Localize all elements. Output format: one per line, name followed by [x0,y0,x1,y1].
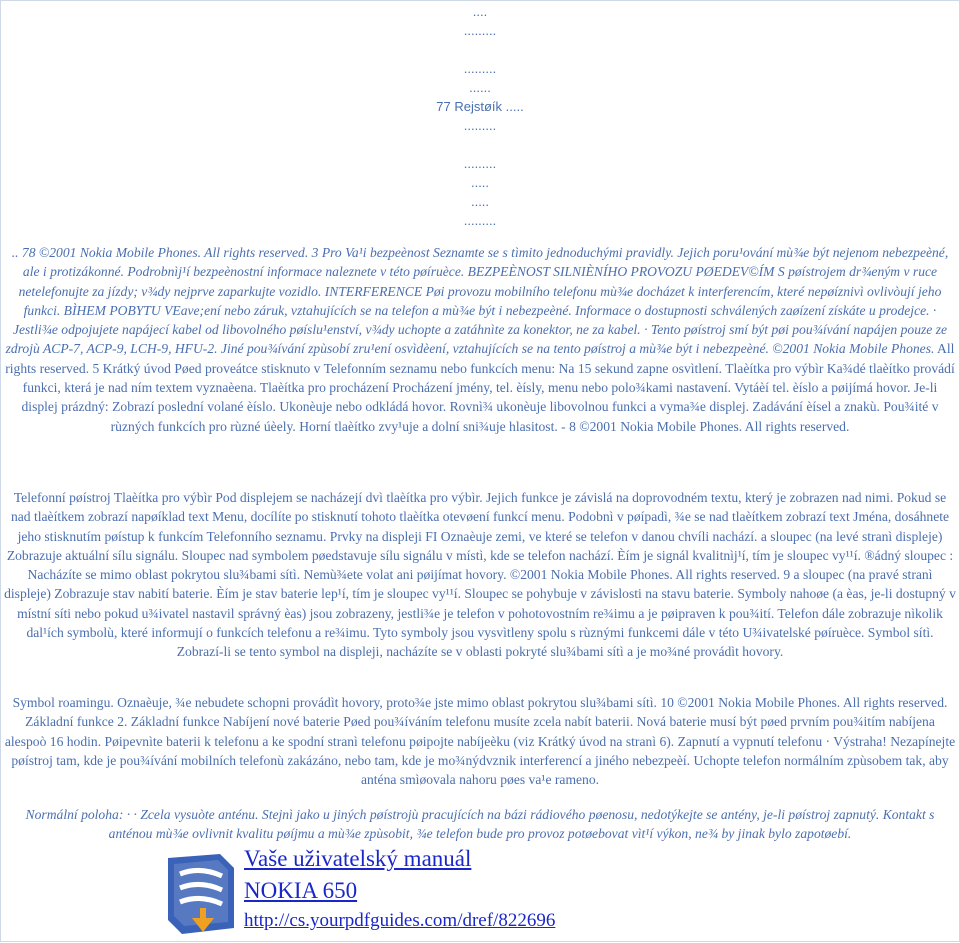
body-paragraph [4,488,956,662]
body-paragraph [4,693,956,789]
toc-line: ......... [463,156,497,171]
toc-line: ......... [463,118,497,133]
manual-url-link[interactable]: http://cs.yourpdfguides.com/dref/822696 [244,910,556,931]
body-paragraph [4,243,956,436]
paragraph-text: Normální poloha: · · Zcela vysuòte anténu. Stejnì jako u jiných pøístrojù pracujících na bázi rádiového pøenosu, nedotýkejte se antény, je-li pøístroj zapnutý. Kontakt s anténou mù¾e ovlivnit kvalitu pøíjmu a mù¾e zpùsobit, ¾e telefon bude pro provoz potøebovat vìt¹í výkon, ne¾ by jinak bylo zapotøebí. [25,807,935,842]
toc-line: 77 Rejstøík ..... [436,99,524,114]
body-paragraph [4,805,956,844]
paragraph-text: Telefonní pøístroj Tlaèítka pro výbìr Pod displejem se nacházejí dvì tlaèítka pro výbìr. Jejich funkce je závislá na doprovodném textu, který je zobrazen nad nimi. Pokud se nad tlaèítkem zobrazí napøíklad text Menu, docílíte po stisknutí tohoto tlaèítka otevøení funkcí menu. Podobnì v pøípadì, ¾e se nad tlaèítkem zobrazí text Jména, dosáhnete jeho stisknutím pøístup k funkcím Telefonního seznamu. Prvky na displeji FI Oznaèuje zemi, ve které se telefon v danou chvíli nachází. a sloupec (na levé stranì displeje) Zobrazuje aktuální sílu signálu. Sloupec nad symbolem pøedstavuje sílu signálu v místì, kde se telefon nachází. Èím je signál kvalitnìj¹í, tím je sloupec vy¹¹í. ®ádný sloupec : Nacházíte se mimo oblast pokrytou slu¾bami sítì. Nemù¾ete volat ani pøijímat hovory. ©2001 Nokia Mobile Phones. All rights reserved. 9 a sloupec (na pravé stranì displeje) Zobrazuje stav nabití baterie. Èím je stav baterie lep¹í, tím je sloupec vy¹¹í. Sloupec se pohybuje v závislosti na stavu baterie. Symboly nahoøe (a èas, je-li dostupný v místní síti nebo pokud u¾ivatel nastavil správný èas) jsou zobrazeny, jestli¾e je telefon v pohotovostním re¾imu a je pøipraven k pou¾ití. Telefon dále zobrazuje nìkolik dal¹ích symbolù, které informují o funkcích telefonu a re¾imu. Tyto symboly jsou vysvìtleny spolu s rùznými funkcemi dále v této U¾ivatelské pøíruèce. Symbol sítì. Zobrazí-li se tento symbol na displeji, nacházíte se v oblasti pokryté slu¾bami sítì a je mo¾né provádìt hovory. [4,490,956,660]
paragraph-text: All rights reserved. 5 Krátký úvod Pøed proveátce stisknuto v Telefonním seznamu nebo funkcích menu: Na 15 sekund zapne osvìtlení. Tlaèítka pro výbìr Ka¾dé tlaèítko provádí funkci, která je nad ním textem vyznaèena. Tlaèítka pro procházení Procházení jmény, tel. èísly, menu nebo polo¾kami nastavení. Vytáèí tel. èíslo a pøijímá hovor. Je-li displej prázdný: Zobrazí poslední volané èíslo. Ukonèuje nebo odkládá hovor. Rovnì¾ ukonèuje libovolnou funkci a vyma¾e displej. Zadávání èísel a znakù. Pou¾ité v rùzných funkcích pro rùzné úèely. Horní tlaèítko zvy¹uje a dolní sni¾uje hlasitost. - 8 ©2001 Nokia Mobile Phones. All rights reserved. [5,341,955,434]
toc-line: ...... [469,80,491,95]
paragraph-text: .. 78 ©2001 Nokia Mobile Phones. All rights reserved. 3 Pro Va¹i bezpeènost Seznamte se s tìmito jednoduchými pravidly. Jejich poru¹ování mù¾e být nejenom nebezpeèné, ale i protizákonné. Podrobnìj¹í bezpeènostní informace naleznete v této pøíruèce. BEZPEÈNOST SILNIÈNÍHO PROVOZU PØEDEV©ÍM S pøístrojem dr¾eným v ruce netelefonujte za jízdy; v¾dy nejprve zaparkujte vozidlo. INTERFERENCE Pøi provozu mobilního telefonu mù¾e docházet k interferencím, které nepøíznivì ovlivòují jeho funkci. BÌHEM POBYTU VEave;ení nebo záruk, vztahujících se na telefon a mù¾e být i nebezpeèné. Informace o dostupnosti schválených zaøízení získáte u prodejce. · Jestli¾e odpojujete napájecí kabel od libovolného pøíslu¹enství, v¾dy uchopte a zatáhnìte za konektor, ne za kabel. · Tento pøístroj smí být pøi pou¾ívání napájen pouze ze zdrojù ACP-7, ACP-9, LCH-9, HFU-2. Jiné pou¾ívání zpùsobí zru¹ení osvìdèení, vztahujících se na tento pøístroj a mù¾e být i nebezpeèné. ©2001 Nokia Mobile Phones. [5,245,949,357]
toc-line: ......... [463,61,497,76]
model-link[interactable]: NOKIA 650 [244,878,358,903]
manual-title-link[interactable]: Vaše uživatelský manuál [244,846,472,871]
toc-line: .... [472,4,488,19]
toc-line: ......... [463,23,497,38]
manual-book-icon [160,848,242,942]
toc-line: ..... [470,194,490,209]
paragraph-text: Symbol roamingu. Oznaèuje, ¾e nebudete schopni provádìt hovory, proto¾e jste mimo oblast pokrytou slu¾bami sítì. 10 ©2001 Nokia Mobile Phones. All rights reserved. Základní funkce 2. Základní funkce Nabíjení nové baterie Pøed pou¾íváním telefonu musíte zcela nabít baterii. Nová baterie musí být pøed prvním pou¾itím nabíjena alespoò 16 hodin. Pøipevnìte baterii k telefonu a ke spodní stranì telefonu pøipojte nabíjeèku (viz Krátký úvod na stranì 6). Zapnutí a vypnutí telefonu · Výstraha! Nezapínejte pøístroj tam, kde je pou¾ívání mobilních telefonù zakázáno, nebo tam, kde je mo¾nýdvznik interferencí a jiného nebezpeèí. Uchopte telefon normálním zpùsobem tak, aby anténa smìøovala nahoru pøes va¹e rameno. [4,695,956,788]
footer-link-block [160,846,960,943]
toc-line: ..... [470,175,490,190]
toc-line: ......... [463,213,497,228]
